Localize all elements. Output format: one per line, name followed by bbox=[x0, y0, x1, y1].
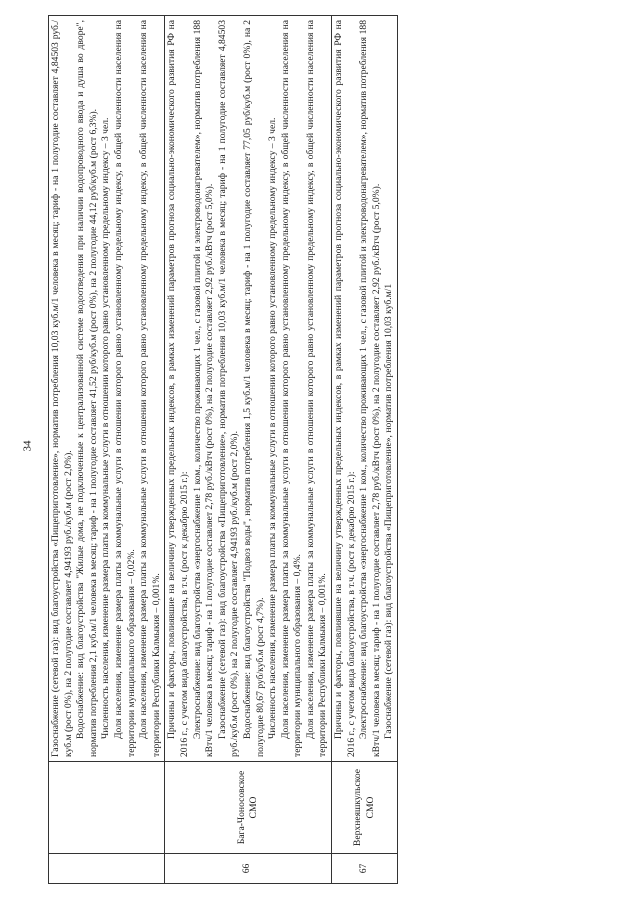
description-paragraph: Водоснабжение: вид благоустройства "Подвоз воды", норматив потребления 1,5 куб.м/1 человека в месяц; тариф - на 1 полугодие составляет 77,05 руб/куб.м (рост 0%), на 2 полугодие 80,67 руб/куб.м (рост 4,7%). bbox=[241, 20, 266, 757]
description-cell bbox=[332, 16, 398, 762]
page-number: 34 bbox=[21, 440, 34, 452]
description-paragraph: Газоснабжение (сетевой газ): вид благоустройства «Пищеприготовление», норматив потребления 10,03 куб.м/1 человека в месяц; тариф - на 1 полугодие составляет 4,84503 руб./куб.м (рост 0%), на 2 полугодие составляет 4,94193 руб./куб.м (рост 2,0%). bbox=[216, 20, 241, 757]
description-cell bbox=[49, 16, 165, 762]
table-row bbox=[49, 16, 165, 884]
description-paragraph: Причины и факторы, повлиявшие на величину утвержденных предельных индексов, в рамках изменений параметров прогноза социально-экономического развития РФ на 2016 г., с учетом вида благоустройства, в т.ч. (рост к декабрю 2015 г.): bbox=[333, 20, 357, 757]
description-paragraph: Электроснабжение: вид благоустройства «энергоснабжение 1 ком., количество проживающих 1 чел., с газовой плитой и электроводонагревателем», норматив потребления 188 кВтч/1 человека в месяц; тариф - на 1 полугодие составляет 2,78 руб./кВтч (рост 0%), на 2 полугодие составляет 2,92 руб./кВтч (рост 5,0%). bbox=[358, 20, 382, 757]
row-number bbox=[49, 854, 165, 884]
description-paragraph: Электроснабжение: вид благоустройства «энергоснабжение 1 ком., количество проживающих 1 чел., с газовой плитой и электроводонагревателем», норматив потребления 188 кВтч/1 человека в месяц; тариф - на 1 полугодие составляет 2,78 руб./кВтч (рост 0%), на 2 полугодие составляет 2,92 руб./кВтч (рост 5,0%). bbox=[191, 20, 216, 757]
description-paragraph: Доля населения, изменение размера платы за коммунальные услуги в отношении которого равно установленному предельному индексу, в общей численности населения на территории муниципального образования – 0,02%. bbox=[112, 20, 137, 757]
table-row bbox=[332, 16, 398, 884]
municipality-name: Верхнеяшкульское СМО bbox=[332, 762, 398, 854]
description-cell bbox=[165, 16, 332, 762]
description-paragraph: Доля населения, изменение размера платы за коммунальные услуги в отношении которого равно установленному предельному индексу, в общей численности населения на территории Республики Калмыкия – 0,001%. bbox=[138, 20, 162, 757]
description-paragraph: Доля населения, изменение размера платы за коммунальные услуги в отношении которого равно установленному предельному индексу, в общей численности населения на территории Республики Калмыкия – 0,001%. bbox=[304, 20, 329, 757]
row-number: 66 bbox=[165, 854, 332, 884]
description-paragraph: Доля населения, изменение размера платы за коммунальные услуги в отношении которого равно установленному предельному индексу, в общей численности населения на территории муниципального образования – 0,4%. bbox=[279, 20, 304, 757]
description-paragraph: Водоснабжение: вид благоустройства "Жилые дома, не подключенные к централизованной системе водоотведения при наличии водопроводного ввода и душа во дворе", норматив потребления 2,1 куб.м/1 человека в месяц; тариф - на 1 полугодие составляет 41,52 руб/куб.м (рост 0%), на 2 полугодие 44,12 руб/куб.м (рост 6,3%). bbox=[75, 20, 99, 757]
row-number: 67 bbox=[332, 854, 398, 884]
description-paragraph: Численность населения, изменение размера платы за коммунальные услуги в отношении которого равно установленному предельному индексу – 3 чел. bbox=[267, 117, 279, 739]
description-paragraph: Причины и факторы, повлиявшие на величину утвержденных предельных индексов, в рамках изменений параметров прогноза социально-экономического развития РФ на 2016 г., с учетом вида благоустройства, в т.ч. (рост к декабрю 2015 г.): bbox=[166, 20, 190, 757]
description-paragraph: Численность населения, изменение размера платы за коммунальные услуги в отношении которого равно установленному предельному индексу – 3 чел. bbox=[100, 117, 112, 739]
table-row bbox=[165, 16, 332, 884]
description-paragraph: Газоснабжение (сетевой газ): вид благоустройства «Пищеприготовление», норматив потребления 10,03 куб.м/1 bbox=[383, 283, 395, 739]
municipality-name bbox=[49, 762, 165, 854]
description-paragraph: Газоснабжение (сетевой газ): вид благоустройства «Пищеприготовление», норматив потребления 10,03 куб.м/1 человека в месяц; тариф - на 1 полугодие составляет 4,84503 руб./куб.м (рост 0%), на 2 полугодие составляет 4,94193 руб./куб.м (рост 2,0%). bbox=[50, 20, 74, 757]
municipality-name: Бага-Чоносовское СМО bbox=[165, 762, 332, 854]
municipality-table bbox=[48, 15, 398, 884]
document-sheet bbox=[48, 16, 616, 884]
